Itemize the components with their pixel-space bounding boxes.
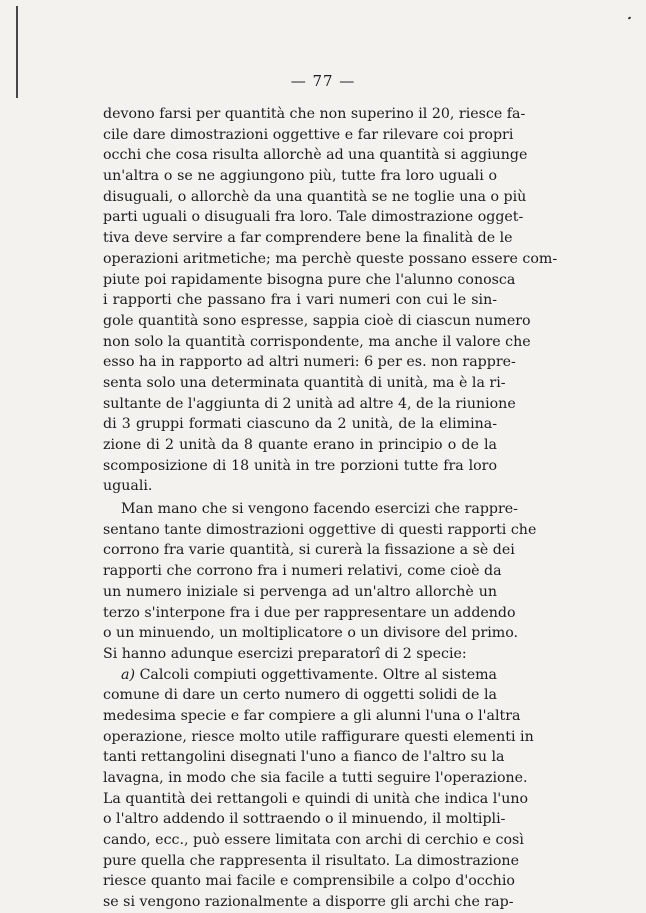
text-line: a) Calcoli compiuti oggettivamente. Oltre al sistema: [121, 666, 497, 683]
paragraph: [103, 665, 534, 913]
text-line: gole quantità sono espresse, sappia cioè di ciascun numero: [103, 312, 531, 329]
text-line: operazione, riesce molto utile raffigurare questi elementi in: [103, 728, 534, 745]
text-line: uguali.: [103, 478, 153, 495]
text-line: operazioni aritmetiche; ma perchè queste possano essere com-: [103, 250, 558, 267]
text-line: riesce quanto mai facile e comprensibile a colpo d'occhio: [103, 873, 515, 890]
text-line: La quantità dei rettangoli e quindi di unità che indica l'uno: [103, 790, 529, 807]
text-line: i rapporti che passano fra i vari numeri con cui le sin-: [103, 292, 497, 309]
text-line: rapporti che corrono fra i numeri relativi, come cioè da: [103, 563, 502, 580]
text-line: Si hanno adunque esercizi preparatorî di 2 specie:: [103, 645, 467, 662]
text-line: sultante de l'aggiunta di 2 unità ad altre 4, de la riunione: [103, 395, 516, 412]
text-line: scomposizione di 18 unità in tre porzioni tutte fra loro: [103, 457, 497, 474]
text-line: comune di dare un certo numero di oggetti solidi de la: [103, 687, 497, 704]
text-line: pure quella che rappresenta il risultato. La dimostrazione: [103, 852, 519, 869]
text-line: devono farsi per quantità che non superino il 20, riesce fa-: [103, 106, 526, 122]
text-line: corrono fra varie quantità, si curerà la fissazione a sè dei: [103, 542, 515, 559]
page-number: — 77 —: [290, 72, 356, 90]
scan-speck: [628, 16, 632, 19]
text-line: se si vengono razionalmente a disporre gli archi che rap-: [103, 894, 514, 911]
paragraph: [103, 104, 558, 497]
text-line: non solo la quantità corrispondente, ma anche il valore che: [103, 333, 531, 350]
text-line: cando, ecc., può essere limitata con archi di cerchio e così: [103, 832, 524, 849]
text-line: un numero iniziale si pervenga ad un'altro allorchè un: [103, 583, 497, 600]
text-line: Man mano che si vengono facendo esercizi che rappre-: [121, 501, 518, 518]
text-line: cile dare dimostrazioni oggettive e far rilevare coi propri: [103, 126, 514, 143]
text-line: tanti rettangolini disegnati l'uno a fianco de l'altro su la: [103, 749, 505, 766]
list-marker: a): [121, 666, 135, 683]
text-line: zione di 2 unità da 8 quante erano in principio o de la: [103, 437, 497, 453]
text-line: o un minuendo, un moltiplicatore o un divisore del primo.: [103, 625, 519, 642]
paragraph: [103, 499, 537, 665]
text-line: esso ha in rapporto ad altri numeri: 6 per es. non rappre-: [103, 354, 516, 371]
text-line: disuguali, o allorchè da una quantità se ne toglie una o più: [103, 188, 527, 205]
text-line: parti uguali o disuguali fra loro. Tale dimostrazione ogget-: [103, 209, 524, 226]
text-line: senta solo una determinata quantità di unità, ma è la ri-: [103, 374, 506, 391]
text-line: terzo s'interpone fra i due per rappresentare un addendo: [103, 604, 516, 621]
text-line: tiva deve servire a far comprendere bene la finalità de le: [103, 230, 513, 247]
text-line: occhi che cosa risulta allorchè ad una quantità si aggiunge: [103, 147, 528, 164]
text-line: piute poi rapidamente bisogna pure che l'alunno conosca: [103, 271, 516, 288]
text-line: di 3 gruppi formati ciascuno da 2 unità, de la elimina-: [103, 416, 497, 433]
text-line: lavagna, in modo che sia facile a tutti seguire l'operazione.: [103, 770, 528, 786]
text-line: sentano tante dimostrazioni oggettive di questi rapporti che: [103, 521, 537, 538]
body-text: [103, 104, 558, 913]
text-line: o l'altro addendo il sottraendo o il minuendo, il moltipli-: [103, 811, 506, 828]
text-line: medesima specie e far compiere a gli alunni l'una o l'altra: [103, 707, 521, 724]
text-line: un'altra o se ne aggiungono più, tutte fra loro uguali o: [103, 168, 497, 185]
